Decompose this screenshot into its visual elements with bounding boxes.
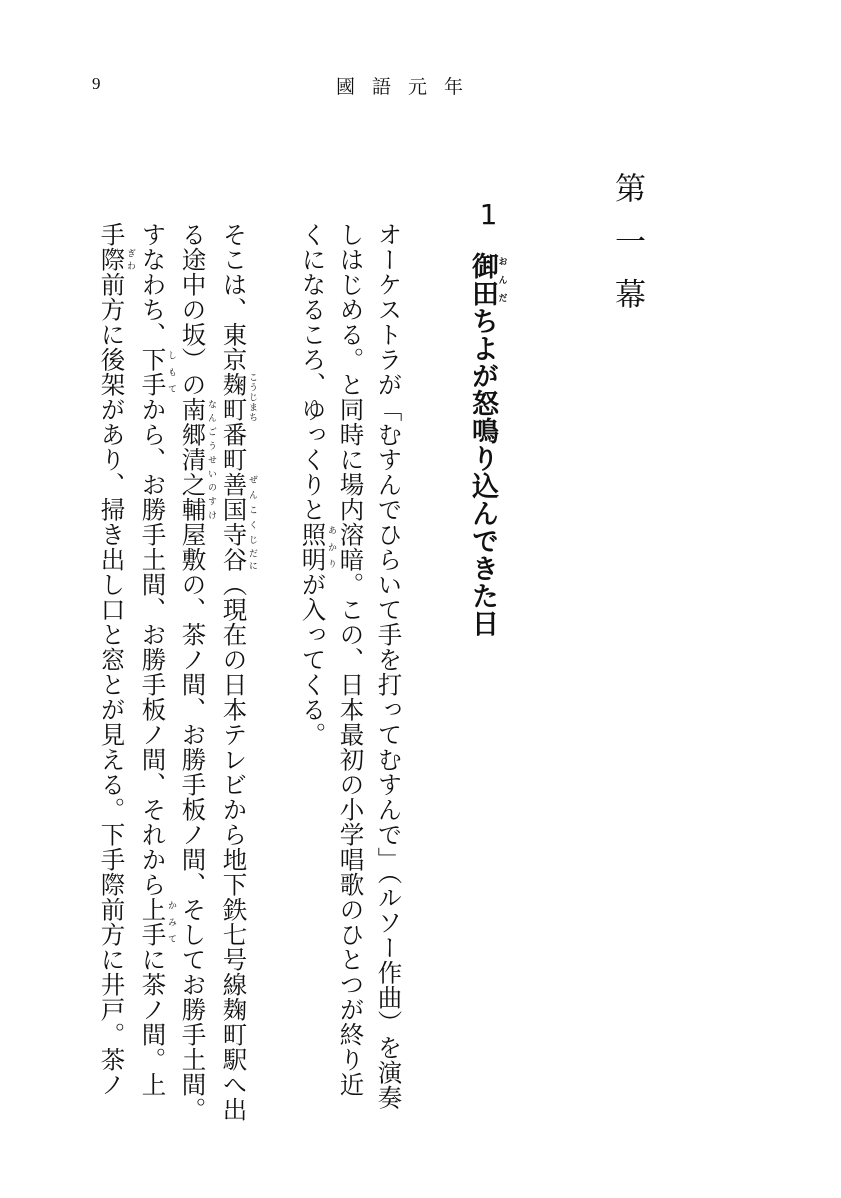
ruby-base: 上手 — [138, 897, 168, 947]
ruby-annotation — [219, 372, 257, 422]
text-segment: から、お勝手土間、お勝手板ノ間、それから — [138, 397, 168, 897]
ruby-reading: なんごうせいのすけ — [206, 397, 216, 522]
ruby-reading: ぎわ — [125, 247, 135, 272]
text-segment: 前方に後架があり、掃き出し口と窓とが見える。下手際前方に井戸。茶ノ — [97, 272, 127, 1097]
ruby-annotation — [219, 547, 257, 572]
ruby-base: 際 — [97, 247, 127, 272]
text-segment: る途中の坂）の — [178, 222, 208, 397]
text-segment: 手 — [97, 222, 127, 247]
body-line — [300, 222, 336, 747]
ruby-base: 谷 — [219, 547, 249, 572]
body-line — [221, 222, 257, 1122]
act-title: 第一幕 — [609, 172, 645, 331]
text-segment: に茶ノ間。上 — [138, 947, 168, 1097]
ruby-reading: ぜんこくじ — [247, 472, 257, 547]
ruby-annotation — [178, 397, 216, 522]
ruby-annotation — [97, 247, 135, 272]
text-segment: すなわち、 — [138, 222, 168, 347]
ruby-reading: あかり — [326, 522, 336, 572]
body-line — [99, 222, 135, 1097]
page-number: 9 — [92, 74, 101, 93]
scene-title-ruby-reading: おんだ — [496, 252, 507, 307]
ruby-reading: かみて — [166, 897, 176, 947]
scene-title-ruby-base: 御田 — [467, 252, 498, 307]
ruby-annotation — [138, 347, 176, 397]
body-line: しはじめる。と同時に場内溶暗。この、日本最初の小学唱歌のひとつが終り近 — [336, 222, 366, 1097]
text-segment: 番町 — [219, 422, 249, 472]
scene-title-text: ちよが怒鳴り込んできた日 — [467, 307, 498, 637]
text-segment: くになるころ、ゆっくりと — [298, 222, 328, 522]
body-line — [180, 222, 216, 1122]
running-title: 國語元年 — [336, 76, 481, 98]
ruby-annotation — [298, 522, 336, 572]
text-segment: 屋敷の、茶ノ間、お勝手板ノ間、そしてお勝手土間。 — [178, 522, 208, 1122]
scene-number: 1 — [472, 198, 505, 231]
scene-title — [463, 252, 507, 637]
text-segment: そこは、東京 — [219, 222, 249, 372]
ruby-annotation — [138, 897, 176, 947]
scene-title-ruby — [467, 252, 507, 307]
ruby-base: 麹町 — [219, 372, 249, 422]
ruby-reading: だに — [247, 547, 257, 572]
text-segment: が入ってくる。 — [298, 572, 328, 747]
ruby-base: 照明 — [298, 522, 328, 572]
ruby-reading: しもて — [166, 347, 176, 397]
ruby-base: 南郷清之輔 — [178, 397, 208, 522]
ruby-base: 善国寺 — [219, 472, 249, 547]
text-segment: （現在の日本テレビから地下鉄七号線麹町駅へ出 — [219, 572, 249, 1122]
ruby-base: 下手 — [138, 347, 168, 397]
ruby-annotation — [219, 472, 257, 547]
body-line: オーケストラが「むすんでひらいて手を打ってむすんで」（ルソー作曲）を演奏 — [374, 222, 404, 1110]
body-line — [140, 222, 176, 1097]
ruby-reading: こうじまち — [247, 372, 257, 422]
